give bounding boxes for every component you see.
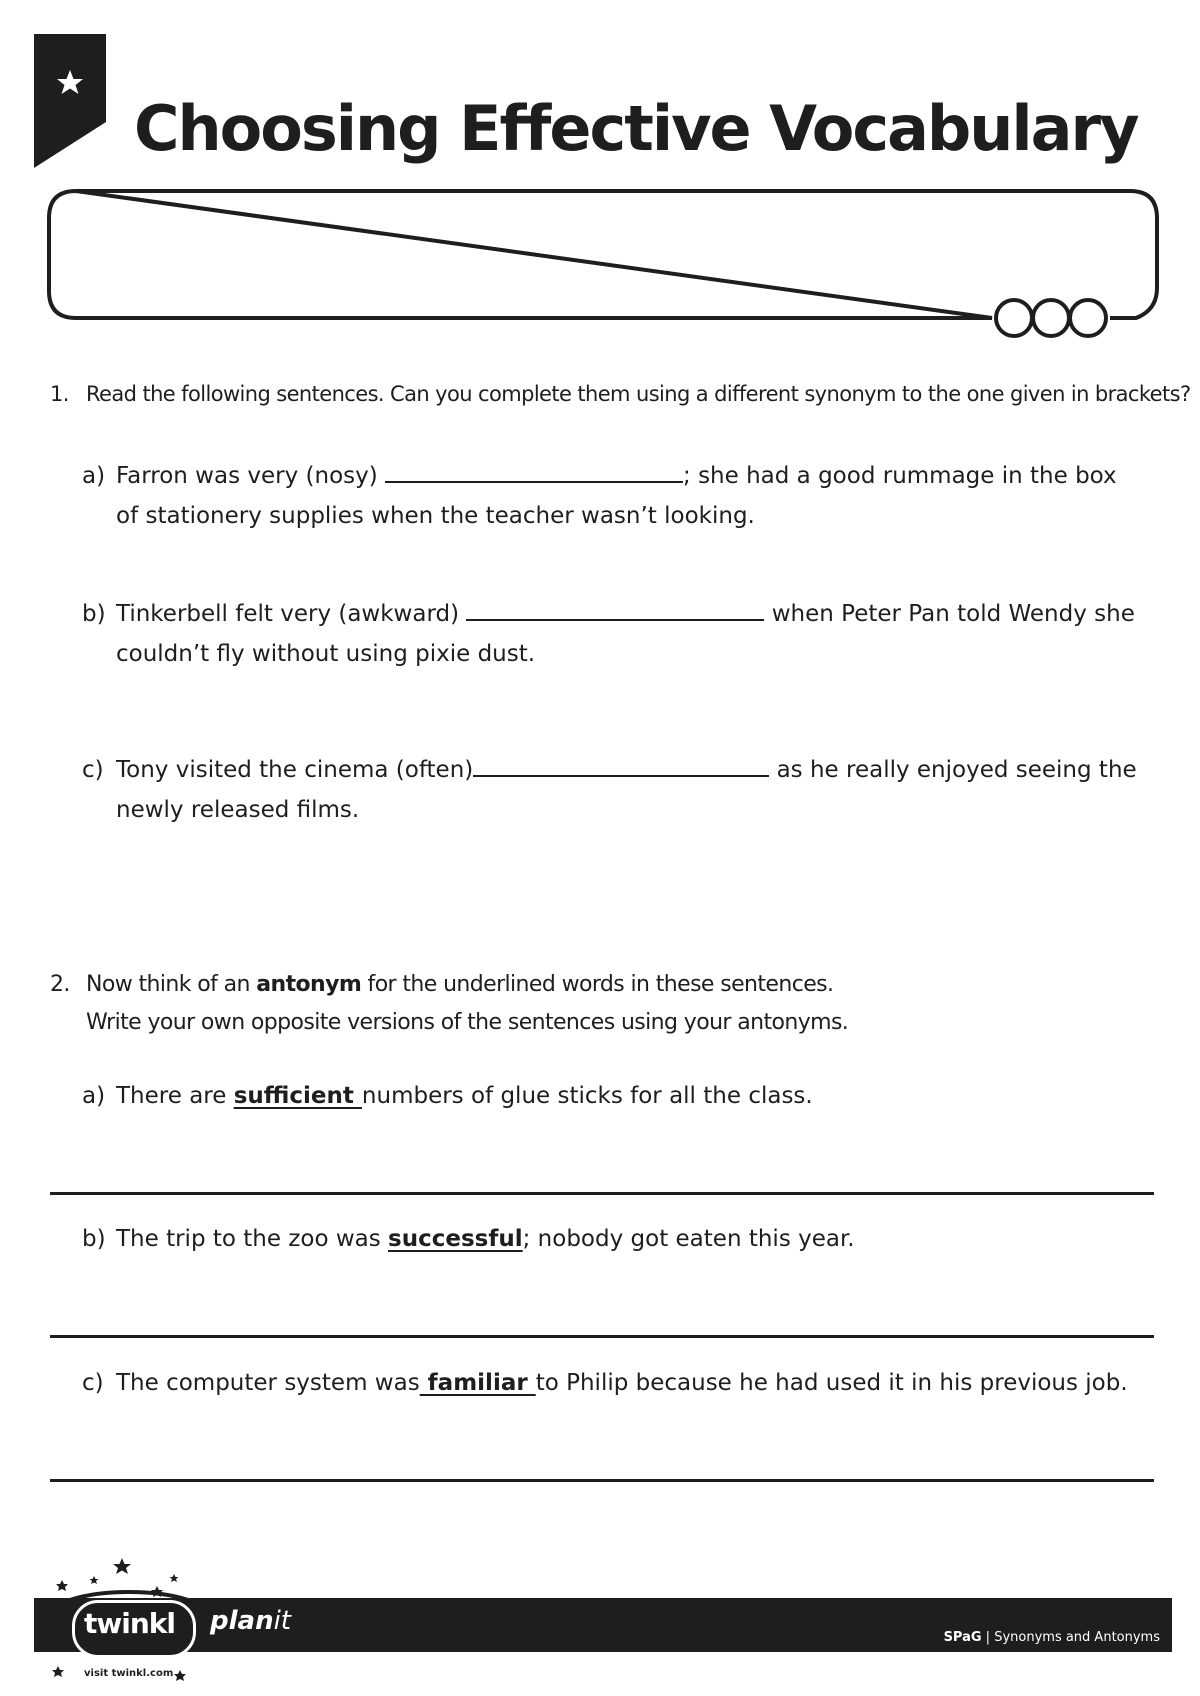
- underlined-word: familiar: [419, 1370, 536, 1396]
- answer-line-2b[interactable]: [50, 1335, 1154, 1338]
- answer-blank-1b[interactable]: [466, 597, 764, 621]
- question-2-prompt: 2. Now think of an antonym for the underlined words in these sentences. Write your own opposite versions of the sentences using your antonyms.: [50, 972, 849, 1035]
- decor-circle-2: [1033, 300, 1069, 336]
- question-2b: b) The trip to the zoo was successful; nobody got eaten this year.: [82, 1226, 855, 1252]
- footer-subject: SPaG | Synonyms and Antonyms: [943, 1630, 1160, 1645]
- underlined-word: successful: [388, 1226, 523, 1252]
- underlined-word: sufficient: [233, 1083, 362, 1109]
- learning-objective-box: [46, 188, 1160, 338]
- header-flag: [34, 34, 106, 168]
- planit-brand: planit: [210, 1606, 291, 1636]
- question-1-prompt: 1. Read the following sentences. Can you complete them using a different synonym to the one given in brackets?: [50, 382, 1191, 406]
- page-title: Choosing Effective Vocabulary: [134, 92, 1138, 165]
- question-2a: a) There are sufficient numbers of glue sticks for all the class.: [82, 1083, 813, 1109]
- visit-link[interactable]: visit twinkl.com: [84, 1668, 174, 1679]
- decor-circle-1: [996, 300, 1032, 336]
- question-2c: c) The computer system was familiar to Philip because he had used it in his previous job.: [82, 1370, 1128, 1396]
- decor-circle-3: [1070, 300, 1106, 336]
- twinkl-logo-text: twinkl: [84, 1607, 176, 1640]
- answer-line-2a[interactable]: [50, 1192, 1154, 1195]
- answer-blank-1a[interactable]: [385, 459, 683, 483]
- question-1b: b) Tinkerbell felt very (awkward) when Peter Pan told Wendy she couldn’t fly without using pixie dust.: [82, 594, 1135, 674]
- question-1c: c) Tony visited the cinema (often) as he really enjoyed seeing the newly released films.: [82, 750, 1137, 830]
- answer-line-2c[interactable]: [50, 1479, 1154, 1482]
- answer-blank-1c[interactable]: [473, 753, 769, 777]
- question-1a: a) Farron was very (nosy) ; she had a good rummage in the box of stationery supplies when the teacher wasn’t looking.: [82, 456, 1117, 536]
